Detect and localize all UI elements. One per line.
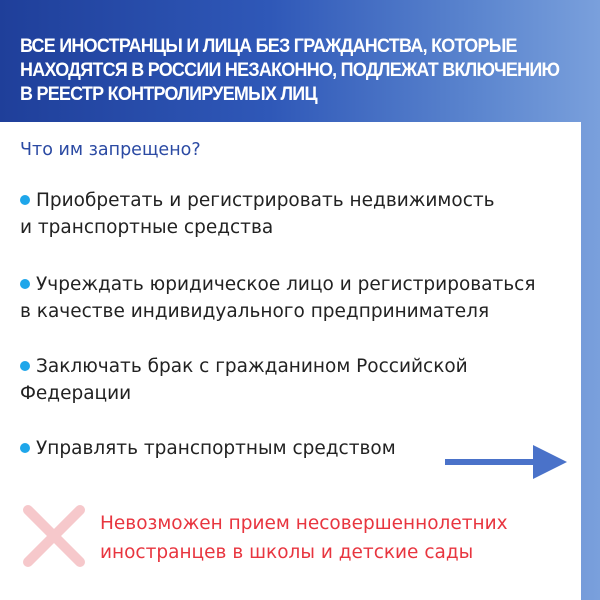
header-title (20, 34, 560, 106)
item-2-line-2: в качестве индивидуального предпринимателя (20, 301, 490, 322)
warning-text (100, 509, 508, 567)
bullet-dot-icon (20, 195, 30, 205)
prohibition-item-4 (20, 435, 396, 462)
arrow-right-icon (445, 443, 569, 483)
item-4-line-1: Управлять транспортным средством (36, 438, 396, 459)
bullet-dot-icon (20, 443, 30, 453)
header-line-1: ВСЕ ИНОСТРАНЦЫ И ЛИЦА БЕЗ ГРАЖДАНСТВА, КОТОРЫЕ (20, 35, 517, 57)
header-line-2: НАХОДЯТСЯ В РОССИИ НЕЗАКОННО, ПОДЛЕЖАТ ВКЛЮЧЕНИЮ (20, 59, 560, 81)
prohibition-item-2 (20, 271, 535, 325)
prohibition-item-1 (20, 187, 495, 241)
warning-line-1: Невозможен прием несовершеннолетних (100, 513, 508, 534)
bullet-dot-icon (20, 279, 30, 289)
item-3-line-2: Федерации (20, 383, 132, 404)
item-2-line-1: Учреждать юридическое лицо и регистрироваться (36, 274, 536, 295)
content-card (0, 122, 581, 600)
warning-line-2: иностранцев в школы и детские сады (100, 542, 474, 563)
prohibition-item-3 (20, 353, 468, 407)
cross-icon (22, 504, 86, 568)
item-3-line-1: Заключать брак с гражданином Российской (36, 356, 468, 377)
item-1-line-2: и транспортные средства (20, 217, 274, 238)
bullet-dot-icon (20, 361, 30, 371)
question-heading: Что им запрещено? (20, 140, 201, 160)
header-line-3: В РЕЕСТР КОНТРОЛИРУЕМЫХ ЛИЦ (20, 83, 317, 105)
item-1-line-1: Приобретать и регистрировать недвижимость (36, 190, 495, 211)
